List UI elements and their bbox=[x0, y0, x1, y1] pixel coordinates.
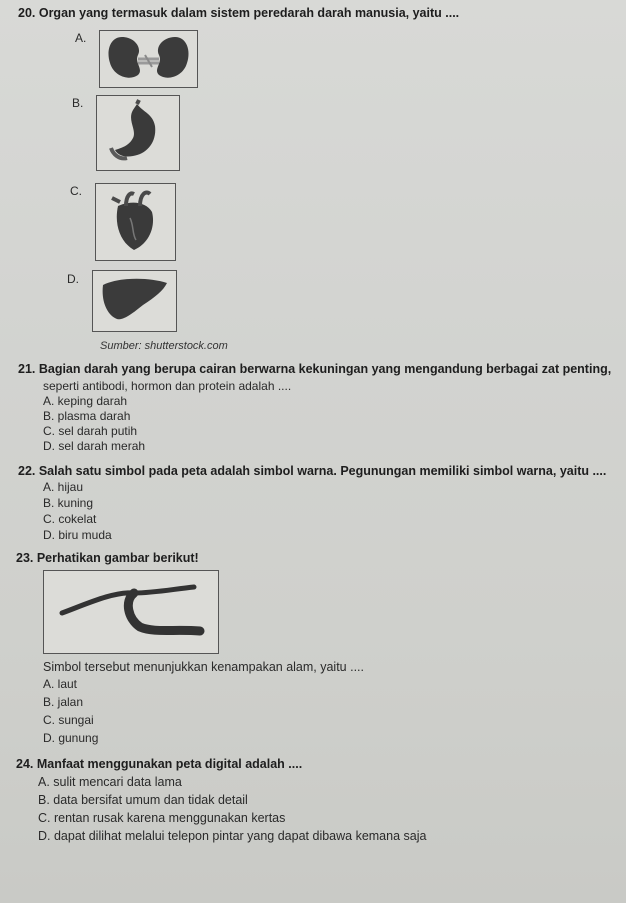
q20-option-a-image[interactable] bbox=[99, 30, 198, 88]
q20-option-a-label: A. bbox=[75, 31, 87, 45]
q23-symbol-image bbox=[43, 570, 219, 654]
q21-option-b[interactable]: B. plasma darah bbox=[43, 409, 131, 423]
q20-image-source: Sumber: shutterstock.com bbox=[100, 340, 228, 352]
question-20-text: 20. Organ yang termasuk dalam sistem peredarah darah manusia, yaitu .... bbox=[18, 6, 460, 20]
q20-option-c-label: C. bbox=[70, 184, 82, 198]
q22-option-b[interactable]: B. kuning bbox=[43, 496, 94, 510]
question-23-text: 23. Perhatikan gambar berikut! bbox=[16, 551, 199, 565]
heart-icon bbox=[96, 184, 175, 260]
q24-option-b[interactable]: B. data bersifat umum dan tidak detail bbox=[38, 793, 248, 807]
q21-option-c[interactable]: C. sel darah putih bbox=[43, 424, 138, 438]
q24-option-c[interactable]: C. rentan rusak karena menggunakan kertas bbox=[38, 811, 286, 825]
question-21-text-line2: seperti antibodi, hormon dan protein adalah .... bbox=[43, 379, 292, 393]
q23-option-b[interactable]: B. jalan bbox=[43, 695, 84, 709]
kidney-icon bbox=[100, 31, 197, 87]
q24-option-a[interactable]: A. sulit mencari data lama bbox=[38, 775, 182, 789]
liver-icon bbox=[93, 271, 176, 331]
question-21-text-line1: 21. Bagian darah yang berupa cairan berwarna kekuningan yang mengandung berbagai zat penting, bbox=[18, 362, 612, 376]
q22-option-d[interactable]: D. biru muda bbox=[43, 528, 112, 542]
q20-option-d-image[interactable] bbox=[92, 270, 177, 332]
q20-option-c-image[interactable] bbox=[95, 183, 176, 261]
q23-option-a[interactable]: A. laut bbox=[43, 677, 78, 691]
q23-option-d[interactable]: D. gunung bbox=[43, 731, 99, 745]
q21-option-d[interactable]: D. sel darah merah bbox=[43, 439, 146, 453]
q20-option-b-label: B. bbox=[72, 96, 84, 110]
q22-option-c[interactable]: C. cokelat bbox=[43, 512, 97, 526]
question-22-text: 22. Salah satu simbol pada peta adalah simbol warna. Pegunungan memiliki simbol warna, yaitu .... bbox=[18, 464, 607, 478]
q20-option-b-image[interactable] bbox=[96, 95, 180, 171]
q23-prompt: Simbol tersebut menunjukkan kenampakan alam, yaitu .... bbox=[43, 660, 365, 674]
q20-option-d-label: D. bbox=[67, 272, 79, 286]
q21-option-a[interactable]: A. keping darah bbox=[43, 394, 128, 408]
stomach-icon bbox=[97, 96, 179, 170]
q24-option-d[interactable]: D. dapat dilihat melalui telepon pintar yang dapat dibawa kemana saja bbox=[38, 829, 427, 843]
question-24-text: 24. Manfaat menggunakan peta digital adalah .... bbox=[16, 757, 303, 771]
river-symbol-icon bbox=[44, 571, 218, 653]
q23-option-c[interactable]: C. sungai bbox=[43, 713, 94, 727]
q22-option-a[interactable]: A. hijau bbox=[43, 480, 84, 494]
